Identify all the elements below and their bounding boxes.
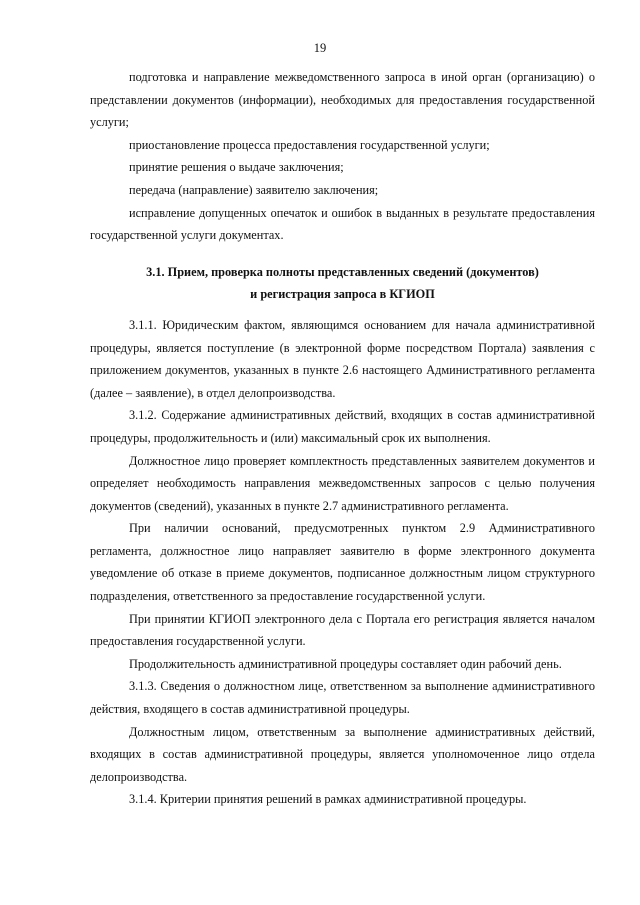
paragraph: Продолжительность административной процедуры составляет один рабочий день. <box>129 656 562 671</box>
section-heading-line-2: и регистрация запроса в КГИОП <box>250 287 435 302</box>
page-number: 19 <box>313 41 327 55</box>
paragraph: Должностным лицом, ответственным за выполнение административных действий, входящих в состав административной процедуры, является уполномоченное лицо отдела делопроизводства. <box>90 724 595 784</box>
paragraph-3-1-2: 3.1.2. Содержание административных действий, входящих в состав административной процедуры, продолжительность и (или) максимальный срок их выполнения. <box>90 408 595 445</box>
section-heading-line-1: 3.1. Прием, проверка полноты представленных сведений (документов) <box>146 264 539 279</box>
list-item: приостановление процесса предоставления государственной услуги; <box>129 137 490 152</box>
list-item: принятие решения о выдаче заключения; <box>129 160 344 175</box>
list-item: исправление допущенных опечаток и ошибок в выданных в результате предоставления государственной услуги документах. <box>90 205 595 243</box>
section-heading <box>90 261 595 306</box>
paragraph-3-1-4: 3.1.4. Критерии принятия решений в рамках административной процедуры. <box>129 792 527 807</box>
paragraph-3-1-3: 3.1.3. Сведения о должностном лице, ответственном за выполнение административного действия, входящего в состав административной процедуры. <box>90 679 595 717</box>
paragraph: При принятии КГИОП электронного дела с Портала его регистрация является началом предоставления государственной услуги. <box>90 611 595 649</box>
document-body <box>90 66 595 811</box>
paragraph: Должностное лицо проверяет комплектность представленных заявителем документов и определяет необходимость направления межведомственных запросов с целью получения документов (сведений), указанных в пункте 2.7 административного регламента. <box>90 453 595 513</box>
list-item: передача (направление) заявителю заключения; <box>129 182 379 197</box>
paragraph-3-1-1: 3.1.1. Юридическим фактом, являющимся основанием для начала административной процедуры, является поступление (в электронной форме посредством Портала) заявления с приложением документов, указанных в пункте 2.6 настоящего Административного регламента (далее – заявление), в отдел делопроизводства. <box>90 317 595 400</box>
paragraph: При наличии оснований, предусмотренных пунктом 2.9 Административного регламента, должностное лицо направляет заявителю в форме электронного документа уведомление об отказе в приеме документов, подписанное должностным лицом структурного подразделения, ответственного за предоставление государственной услуги. <box>90 521 595 604</box>
list-item: подготовка и направление межведомственного запроса в иной орган (организацию) о представлении документов (информации), необходимых для предоставления государственной услуги; <box>90 70 595 130</box>
